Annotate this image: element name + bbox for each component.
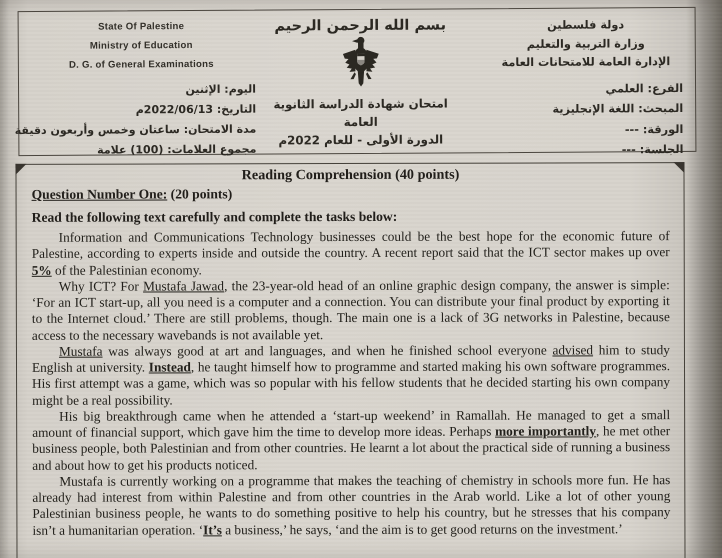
header-center-column	[262, 9, 460, 153]
passage-paragraph: Mustafa was always good at art and languages, and when he finished school everyone advised him to study English at university. Instead, he taught himself how to programme and started making his own software programmes. His first attempt was a game, which was so popular with his fellow students that he decided starting his own company might be a real possibility.	[31, 341, 671, 408]
exam-duration-line: مدة الامتحان: ساعتان وخمس وأربعون دقيقة	[14, 122, 257, 138]
session-field: الجلسة: ---	[621, 143, 684, 157]
authority-block	[463, 16, 683, 73]
passage-paragraph: Information and Communications Technology businesses could be the best hope for the economic future of Palestine, according to experts inside and outside the country. A recent report said that the ICT sector makes up over 5% of the Palestinian economy.	[31, 228, 670, 278]
ministry-line-en: Ministry of Education	[89, 40, 193, 52]
ministry-line-ar: وزارة التربية والتعليم	[526, 36, 645, 51]
exam-title-line: امتحان شهادة الدراسة الثانوية العامة	[273, 96, 448, 130]
question-number-label: Question Number One:	[31, 186, 168, 202]
exam-session-line: الدورة الأولى - للعام 2022م	[278, 132, 444, 148]
exam-fields-block	[463, 79, 683, 162]
reading-passage	[32, 228, 671, 538]
exam-date-line: التاريخ: 2022/06/13م	[135, 102, 257, 117]
palestine-eagle-emblem-icon	[337, 36, 383, 92]
passage-paragraph: Why ICT? For Mustafa Jawad, the 23-year-old head of an online graphic design company, the answer is simple: ‘For an ICT start-up, all you need is a computer and a connection. You can distribute your final product by exporting it to the Internet cloud.’ There are still problems, though. The main one is a lack of 3G networks in Palestine, because access to the necessary wavebands is not available yet.	[31, 276, 670, 343]
passage-paragraph: His big breakthrough came when he attended a ‘start-up weekend’ in Ramallah. He managed to get a small amount of financial support, which gave him the time to develop more ideas. Perhaps more importantly, he met other business people, both Palestinian and from other countries. He learnt a lot about the practical side of running a business and about how to get his products noticed.	[32, 406, 671, 473]
exam-header	[14, 7, 697, 157]
branch-field: الفرع: العلمي	[605, 81, 684, 95]
directorate-line-ar: الإدارة العامة للامتحانات العامة	[501, 55, 671, 70]
passage-paragraph: Mustafa is currently working on a programme that makes the teaching of chemistry in schools more fun. He has already had interest from within Palestine and from other countries in the Arab world. Like a lot of other young Palestinian business people, he wants to do something positive to help his country, but he stresses that his company isn’t a humanitarian operation. ‘It’s a business,’ he says, ‘and the aim is to get good returns on the investment.’	[32, 471, 671, 538]
exam-body	[15, 162, 685, 558]
directorate-line-en: D. G. of General Examinations	[68, 58, 214, 71]
corner-mark-top-right	[673, 162, 684, 173]
section-title: Reading Comprehension (40 points)	[241, 166, 460, 184]
subject-field: المبحث: اللغة الإنجليزية	[552, 102, 684, 116]
exam-day-line: اليوم: الإثنين	[185, 82, 257, 97]
state-line-ar: دولة فلسطين	[547, 18, 625, 32]
header-right-column	[459, 8, 694, 157]
task-instruction: Read the following text carefully and complete the tasks below:	[31, 208, 398, 225]
question-points-label: (20 points)	[167, 186, 233, 202]
basmala-text: بسم الله الرحمن الرحيم	[274, 17, 447, 35]
total-marks-line: مجموع العلامات: (100) علامة	[97, 142, 257, 157]
header-left-column	[14, 11, 263, 157]
state-line-en: State Of Palestine	[98, 21, 185, 33]
exam-meta-block	[14, 80, 258, 161]
exam-title-block	[262, 94, 459, 149]
paper-field: الورقة: ---	[624, 122, 684, 136]
corner-mark-top-left	[15, 164, 26, 175]
question-heading-line	[32, 184, 670, 203]
